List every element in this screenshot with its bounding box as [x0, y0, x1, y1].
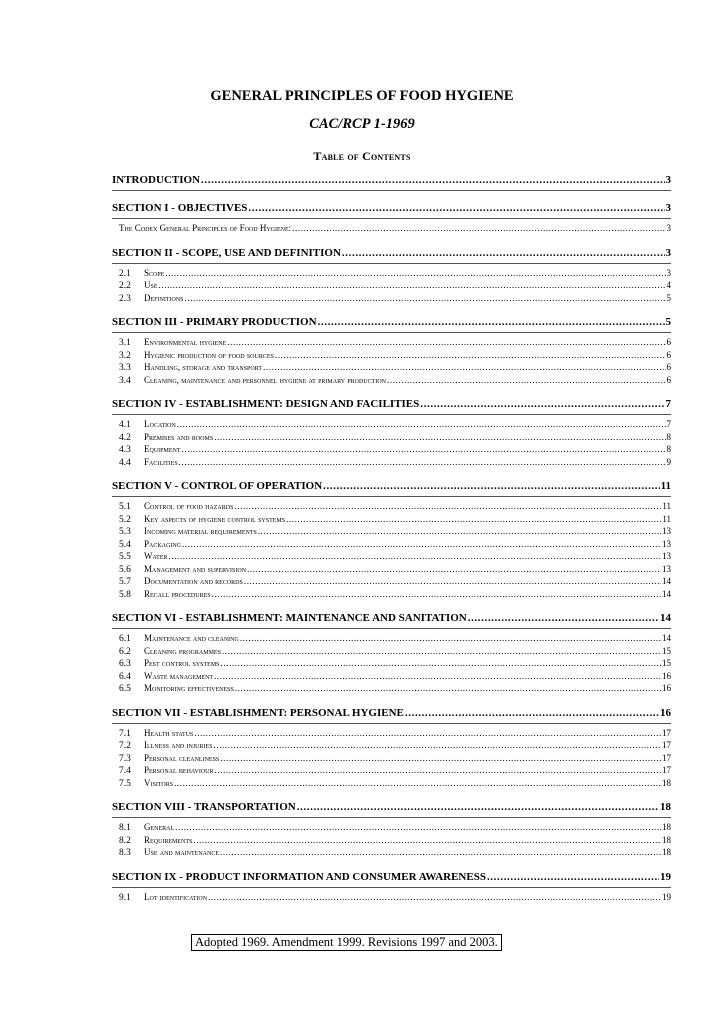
toc-subsection-page: 13	[662, 538, 671, 549]
toc-section-title: SECTION VI - ESTABLISHMENT: MAINTENANCE AND SANITATION	[112, 612, 467, 624]
toc-subsection-row[interactable]	[112, 633, 671, 646]
toc-subsection-page: 13	[662, 551, 671, 561]
toc-subsection-number: 5.6	[119, 564, 131, 575]
toc-subsection-label: Use	[144, 280, 158, 290]
toc-leader-dots	[240, 633, 661, 643]
toc-section-title: SECTION IV - ESTABLISHMENT: DESIGN AND FACILITIES	[112, 398, 420, 410]
toc-section-title: INTRODUCTION	[112, 174, 201, 186]
toc-leader-dots	[235, 683, 661, 693]
toc-subsection-page: 17	[662, 752, 671, 763]
toc-subsection-row[interactable]	[112, 268, 671, 281]
toc-section-row[interactable]	[112, 801, 671, 818]
toc-subsection-row[interactable]	[112, 646, 671, 659]
toc-subsection-page: 11	[662, 501, 671, 511]
toc-leader-dots	[248, 202, 664, 214]
toc-leader-dots	[234, 501, 661, 511]
toc-section-row[interactable]	[112, 398, 671, 415]
toc-subsection-number: 5.7	[119, 577, 131, 587]
toc-subsection-label: Equipment	[144, 444, 181, 454]
toc-section-page: 11	[660, 480, 671, 492]
toc-subsection-page: 5	[666, 292, 671, 303]
toc-subsection-number: 7.3	[119, 753, 131, 764]
toc-subsection-row[interactable]	[112, 350, 671, 363]
toc-subsection-page: 7	[666, 419, 671, 429]
toc-subsection-number: 4.2	[119, 432, 131, 443]
toc-leader-dots	[487, 871, 659, 883]
toc-heading: Table of Contents	[313, 149, 411, 163]
toc-subsection-page: 3	[666, 223, 671, 233]
toc-leader-dots	[258, 526, 661, 536]
toc-subsection-page: 14	[662, 576, 671, 586]
toc-leader-dots	[169, 551, 662, 561]
toc-subsection-number: 6.3	[119, 659, 131, 669]
toc-subsection-row[interactable]	[112, 728, 671, 741]
toc-subsection-label: Hygienic production of food sources	[144, 349, 274, 360]
toc-subsection-label: Maintenance and cleaning	[144, 633, 239, 643]
toc-subsection-label: Lot identification	[144, 891, 208, 902]
toc-subsection-number: 3.1	[119, 338, 131, 348]
toc-subsection-number: 3.3	[119, 363, 131, 373]
toc-subsection-page: 18	[662, 847, 671, 857]
toc-subsection-label: Illness and injuries	[144, 740, 213, 750]
toc-subsection-page: 3	[666, 267, 671, 278]
toc-subsection-page: 18	[662, 777, 671, 788]
toc-section-page: 5	[665, 316, 671, 328]
toc-leader-dots	[214, 432, 665, 442]
toc-leader-dots	[342, 247, 665, 259]
toc-section-title: SECTION II - SCOPE, USE AND DEFINITION	[112, 246, 341, 259]
toc-subsection-list	[112, 337, 671, 387]
toc-section-row[interactable]	[112, 174, 671, 191]
toc-leader-dots	[323, 480, 659, 492]
toc-subsection-page: 6	[666, 349, 671, 360]
toc-section-page: 3	[665, 174, 671, 186]
toc-subsection-row[interactable]	[112, 223, 671, 236]
toc-subsection-label: Incoming material requirements	[144, 526, 257, 536]
toc-subsection-row[interactable]	[112, 444, 671, 457]
toc-subsection-row[interactable]	[112, 753, 671, 766]
toc-section-row[interactable]	[112, 612, 671, 629]
toc-subsection-row[interactable]	[112, 375, 671, 388]
toc-leader-dots	[227, 337, 665, 347]
toc-subsection-page: 15	[662, 658, 671, 668]
toc-subsection-label: Use and maintenance	[144, 847, 219, 857]
toc-subsection-label: Location	[144, 419, 176, 429]
toc-section-row[interactable]	[112, 202, 671, 219]
toc-leader-dots	[201, 174, 664, 186]
toc-section-row[interactable]	[112, 480, 671, 497]
toc-subsection-label: Waste management	[144, 670, 214, 681]
toc-section-row[interactable]	[112, 871, 671, 888]
toc-leader-dots	[208, 892, 661, 902]
toc-subsection-page: 17	[662, 727, 671, 738]
toc-subsection-number: 7.5	[119, 778, 131, 789]
toc-leader-dots	[387, 375, 666, 385]
toc-leader-dots	[275, 350, 666, 360]
toc-subsection-row[interactable]	[112, 671, 671, 684]
toc-subsection-label: Facilities	[144, 456, 178, 467]
toc-subsection-number: 5.3	[119, 527, 131, 537]
toc-subsection-list	[112, 419, 671, 469]
toc-section-row[interactable]	[112, 316, 671, 333]
toc-subsection-page: 16	[662, 670, 671, 681]
toc-subsection-label: Monitoring effectiveness	[144, 683, 234, 693]
toc-section-page: 18	[660, 801, 671, 813]
toc-subsection-number: 7.4	[119, 766, 131, 776]
toc-subsection-row[interactable]	[112, 765, 671, 778]
toc-subsection-label: Control of food hazards	[144, 501, 234, 511]
toc-subsection-number: 8.3	[119, 848, 131, 858]
toc-leader-dots	[175, 822, 661, 832]
toc-leader-dots	[220, 753, 661, 763]
toc-subsection-row[interactable]	[112, 740, 671, 753]
toc-leader-dots	[165, 268, 665, 278]
toc-section-page: 19	[660, 870, 671, 883]
toc-leader-dots	[177, 419, 666, 429]
toc-subsection-label: Personal cleanliness	[144, 752, 220, 763]
toc-leader-dots	[214, 765, 661, 775]
toc-section-page: 7	[665, 398, 671, 410]
toc-subsection-label: Documentation and records	[144, 576, 243, 586]
toc-subsection-row[interactable]	[112, 280, 671, 293]
toc-subsection-label: Cleaning, maintenance and personnel hygiene at primary production	[144, 374, 386, 385]
toc-section-title: SECTION VIII - TRANSPORTATION	[112, 801, 296, 813]
toc-subsection-number: 2.1	[119, 268, 131, 279]
toc-subsection-number: 6.4	[119, 671, 131, 682]
toc-subsection-number: 6.1	[119, 634, 131, 644]
toc-subsection-number: 9.1	[119, 892, 131, 903]
toc-leader-dots	[221, 658, 661, 668]
toc-subsection-number: 2.2	[119, 281, 131, 291]
toc-subsection-row[interactable]	[112, 589, 671, 602]
toc-subsection-row[interactable]	[112, 362, 671, 375]
toc-leader-dots	[468, 612, 659, 624]
toc-subsection-row[interactable]	[112, 564, 671, 577]
toc-subsection-list	[112, 223, 671, 236]
toc-subsection-row[interactable]	[112, 683, 671, 696]
toc-subsection-number: 4.1	[119, 420, 131, 430]
toc-subsection-row[interactable]	[112, 835, 671, 848]
toc-leader-dots	[193, 835, 661, 845]
toc-subsection-number: 6.5	[119, 684, 131, 694]
toc-subsection-label: General	[144, 822, 175, 832]
toc-subsection-label: Health status	[144, 727, 194, 738]
toc-leader-dots	[159, 280, 666, 290]
toc-subsection-page: 8	[666, 431, 671, 442]
toc-leader-dots	[182, 444, 666, 454]
document-title: GENERAL PRINCIPLES OF FOOD HYGIENE	[210, 88, 514, 104]
toc-subsection-page: 14	[662, 633, 671, 643]
toc-section-page: 16	[660, 706, 671, 719]
toc-subsection-number: 8.1	[119, 823, 131, 833]
toc-subsection-number: 8.2	[119, 835, 131, 846]
toc-subsection-row[interactable]	[112, 419, 671, 432]
toc-subsection-label: Cleaning programmes	[144, 645, 221, 656]
toc-leader-dots	[263, 362, 665, 372]
toc-subsection-label: Definitions	[144, 292, 184, 303]
toc-subsection-row[interactable]	[112, 526, 671, 539]
toc-subsection-row[interactable]	[112, 576, 671, 589]
toc-subsection-label: Water	[144, 551, 168, 561]
toc-subsection-number: 7.1	[119, 728, 131, 739]
toc-subsection-page: 18	[662, 822, 671, 832]
toc-section-title: SECTION III - PRIMARY PRODUCTION	[112, 316, 317, 328]
toc-subsection-label: Packaging	[144, 538, 182, 549]
toc-subsection-number: 4.4	[119, 457, 131, 468]
toc-subsection-label: Visitors	[144, 777, 174, 788]
toc-leader-dots	[222, 646, 661, 656]
toc-subsection-number: 5.1	[119, 502, 131, 512]
toc-subsection-label: Key aspects of hygiene control systems	[144, 513, 286, 524]
toc-subsection-number: 4.3	[119, 445, 131, 455]
toc-section-row[interactable]	[112, 707, 671, 724]
toc-subsection-row[interactable]	[112, 551, 671, 564]
toc-subsection-row[interactable]	[112, 457, 671, 470]
toc-subsection-label: Scope	[144, 267, 165, 278]
toc-subsection-label: Recall procedures	[144, 588, 211, 599]
toc-subsection-row[interactable]	[112, 658, 671, 671]
document-code: CAC/RCP 1-1969	[309, 116, 415, 132]
toc-section-page: 3	[665, 202, 671, 214]
toc-section-title: SECTION IX - PRODUCT INFORMATION AND CONSUMER AWARENESS	[112, 870, 486, 883]
toc-leader-dots	[292, 223, 665, 233]
toc-subsection-list	[112, 728, 671, 791]
toc-subsection-page: 17	[662, 765, 671, 775]
table-of-contents	[112, 166, 671, 904]
toc-leader-dots	[212, 589, 661, 599]
toc-leader-dots	[286, 514, 661, 524]
toc-subsection-row[interactable]	[112, 847, 671, 860]
toc-leader-dots	[247, 564, 661, 574]
toc-subsection-list	[112, 633, 671, 696]
toc-subsection-page: 16	[662, 683, 671, 693]
toc-subsection-page: 4	[666, 280, 671, 290]
toc-leader-dots	[185, 293, 666, 303]
toc-subsection-list	[112, 268, 671, 306]
toc-subsection-row[interactable]	[112, 337, 671, 350]
toc-subsection-list	[112, 822, 671, 860]
toc-subsection-page: 14	[662, 588, 671, 599]
toc-subsection-page: 19	[662, 891, 671, 902]
toc-subsection-list	[112, 892, 671, 905]
toc-subsection-page: 6	[666, 374, 671, 385]
toc-subsection-list	[112, 501, 671, 601]
toc-leader-dots	[318, 316, 665, 328]
toc-subsection-row[interactable]	[112, 514, 671, 527]
toc-leader-dots	[214, 740, 662, 750]
toc-leader-dots	[420, 398, 664, 410]
toc-subsection-page: 8	[666, 444, 671, 454]
toc-subsection-row[interactable]	[112, 293, 671, 306]
toc-leader-dots	[244, 576, 661, 586]
toc-section-row[interactable]	[112, 247, 671, 264]
toc-subsection-number: 5.8	[119, 589, 131, 600]
toc-leader-dots	[214, 671, 661, 681]
toc-leader-dots	[182, 539, 661, 549]
toc-leader-dots	[297, 801, 659, 813]
toc-subsection-page: 15	[662, 645, 671, 656]
toc-subsection-page: 18	[662, 834, 671, 845]
toc-subsection-number: 7.2	[119, 741, 131, 751]
toc-subsection-label: Premises and rooms	[144, 431, 214, 442]
toc-subsection-page: 6	[666, 362, 671, 372]
toc-leader-dots	[405, 707, 659, 719]
toc-subsection-page: 17	[662, 740, 671, 750]
toc-section-page: 3	[665, 246, 671, 259]
toc-subsection-number: 3.2	[119, 350, 131, 361]
toc-subsection-page: 13	[662, 563, 671, 574]
toc-subsection-label: Pest control systems	[144, 658, 220, 668]
toc-subsection-label: Environmental hygiene	[144, 337, 227, 347]
toc-subsection-row[interactable]	[112, 778, 671, 791]
toc-subsection-number: 5.4	[119, 539, 131, 550]
adoption-note: Adopted 1969. Amendment 1999. Revisions 1997 and 2003.	[191, 934, 502, 951]
toc-subsection-row[interactable]	[112, 501, 671, 514]
toc-section-title: SECTION VII - ESTABLISHMENT: PERSONAL HYGIENE	[112, 706, 404, 719]
toc-subsection-label: The Codex General Principles of Food Hygiene:	[119, 223, 292, 233]
toc-section-title: SECTION V - CONTROL OF OPERATION	[112, 480, 323, 492]
toc-section-page: 14	[660, 612, 671, 624]
toc-subsection-page: 11	[662, 513, 671, 524]
toc-subsection-label: Management and supervision	[144, 563, 247, 574]
toc-subsection-number: 2.3	[119, 293, 131, 304]
toc-subsection-page: 13	[662, 526, 671, 536]
toc-subsection-number: 3.4	[119, 375, 131, 386]
toc-leader-dots	[174, 778, 661, 788]
toc-subsection-number: 6.2	[119, 646, 131, 657]
toc-leader-dots	[194, 728, 661, 738]
toc-subsection-number: 5.5	[119, 552, 131, 562]
toc-subsection-label: Handling, storage and transport	[144, 362, 263, 372]
toc-leader-dots	[220, 847, 661, 857]
toc-subsection-row[interactable]	[112, 822, 671, 835]
toc-subsection-row[interactable]	[112, 539, 671, 552]
toc-subsection-row[interactable]	[112, 432, 671, 445]
toc-subsection-page: 9	[666, 456, 671, 467]
toc-leader-dots	[179, 457, 666, 467]
toc-section-title: SECTION I - OBJECTIVES	[112, 202, 248, 214]
toc-subsection-label: Personal behaviour	[144, 765, 214, 775]
toc-subsection-label: Requirements	[144, 834, 193, 845]
toc-subsection-row[interactable]	[112, 892, 671, 905]
toc-subsection-number: 5.2	[119, 514, 131, 525]
toc-subsection-page: 6	[666, 337, 671, 347]
